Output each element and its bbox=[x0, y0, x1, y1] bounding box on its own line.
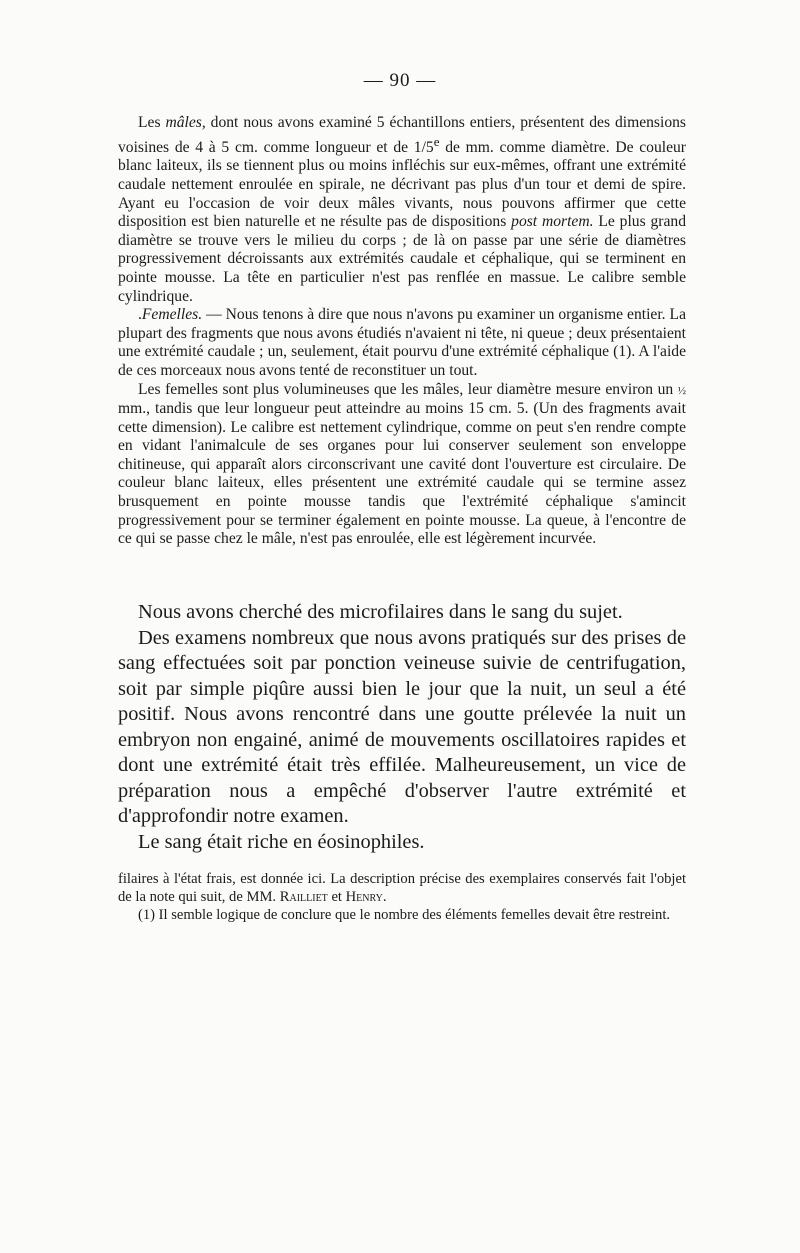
text-run: et bbox=[327, 889, 346, 905]
fraction: ½ bbox=[677, 384, 686, 397]
main-text-small bbox=[118, 114, 686, 549]
footnote-1: (1) Il semble logique de conclure que le nombre des éléments femelles devait être restreint. bbox=[138, 907, 671, 923]
footnotes bbox=[118, 870, 686, 924]
author-name: Railliet bbox=[279, 889, 328, 905]
text-run: dont nous avons examiné 5 échantillons entiers, présentent des dimensions voisines de 4 à 5 cm. comme longueur et de 1/5 bbox=[118, 114, 686, 156]
text-run: — Nous tenons à dire que nous n'avons pu examiner un organisme entier. La plupart des fragments que nous avons étudiés n'avaient ni tête, ni queue ; deux présentaient une extrémité caudale ; un, seulement, était pourvu d'une extrémité céphalique (1). A l'aide de ces morceaux nous avons tenté de reconstituer un tout. bbox=[118, 306, 686, 379]
text-run: mm., tandis que leur longueur peut atteindre au moins 15 cm. 5. (Un des fragments avait cette dimension). Le calibre est nettement cylindrique, comme on peut s'en rendre compte en vidant l'animalcule de ses organes pour lui conserver seulement son enveloppe chitineuse, qui apparaît alors circonscrivant une cavité dont l'ouverture est circulaire. De couleur blanc laiteux, elles présentent une extrémité caudale qui se termine assez brusquement en pointe mousse tandis que l'extrémité céphalique s'amincit progressivement pour se terminer également en pointe mousse. La queue, à l'encontre de ce qui se passe chez le mâle, n'est pas enroulée, elle est légèrement incurvée. bbox=[118, 400, 686, 548]
author-name: Henry bbox=[345, 889, 383, 905]
text-run: . bbox=[382, 889, 387, 905]
text-run: de mm. comme diamètre. De couleur blanc laiteux, ils se tiennent plus ou moins infléchis sur eux-mêmes, offrant une extrémité caudale nettement enroulée en spirale, ne décrivant pas plus d'un tour et demi de spire. Ayant eu l'occasion de voir deux mâles vivants, nous pouvons affirmer que cette disposition est bien naturelle et ne résulte pas de dispositions bbox=[118, 138, 686, 231]
page-number: — 90 — bbox=[363, 70, 437, 91]
males-paragraph bbox=[118, 114, 686, 306]
term-males: mâles, bbox=[165, 114, 206, 131]
main-text-large bbox=[118, 600, 686, 855]
footnote-continuation bbox=[118, 870, 686, 906]
text-run: Le plus grand diamètre se trouve vers le milieu du corps ; de là on passe par une série de diamètres progressivement décroissants aux extrémités caudale et céphalique, qui se terminent en pointe mousse. La tête en particulier n'est pas renflée en massue. Le calibre semble cylindrique. bbox=[118, 213, 686, 305]
superscript: e bbox=[433, 133, 440, 149]
latin-phrase: post mortem. bbox=[511, 213, 594, 231]
examens-paragraph: Des examens nombreux que nous avons pratiqués sur des prises de sang effectuées soit par ponction veineuse suivie de centrifugation, soit par simple piqûre aussi bien le jour que la nuit, un seul a été positif. Nous avons rencontré dans une goutte prélevée la nuit un embryon non engainé, animé de mouvements oscillatoires rapides et dont une extrémité était très effilée. Malheureusement, un vice de préparation nous a empêché d'observer l'autre extrémité et d'approfondir notre examen. bbox=[118, 626, 686, 827]
text-run: Les bbox=[138, 114, 166, 131]
femelles-paragraph bbox=[118, 306, 686, 380]
females-size-paragraph bbox=[118, 381, 686, 549]
text-run: Les femelles sont plus volumineuses que les mâles, leur diamètre mesure environ un bbox=[138, 380, 678, 398]
microfilaires-paragraph: Nous avons cherché des microfilaires dans le sang du sujet. bbox=[138, 601, 623, 623]
term-femelles: Femelles. bbox=[141, 306, 203, 324]
text-run: filaires à l'état frais, est donnée ici. La description précise des exemplaires conservés fait l'objet de la note qui suit, de MM. bbox=[118, 871, 686, 905]
eosinophiles-paragraph: Le sang était riche en éosinophiles. bbox=[138, 830, 425, 853]
text-run: . bbox=[138, 306, 142, 324]
